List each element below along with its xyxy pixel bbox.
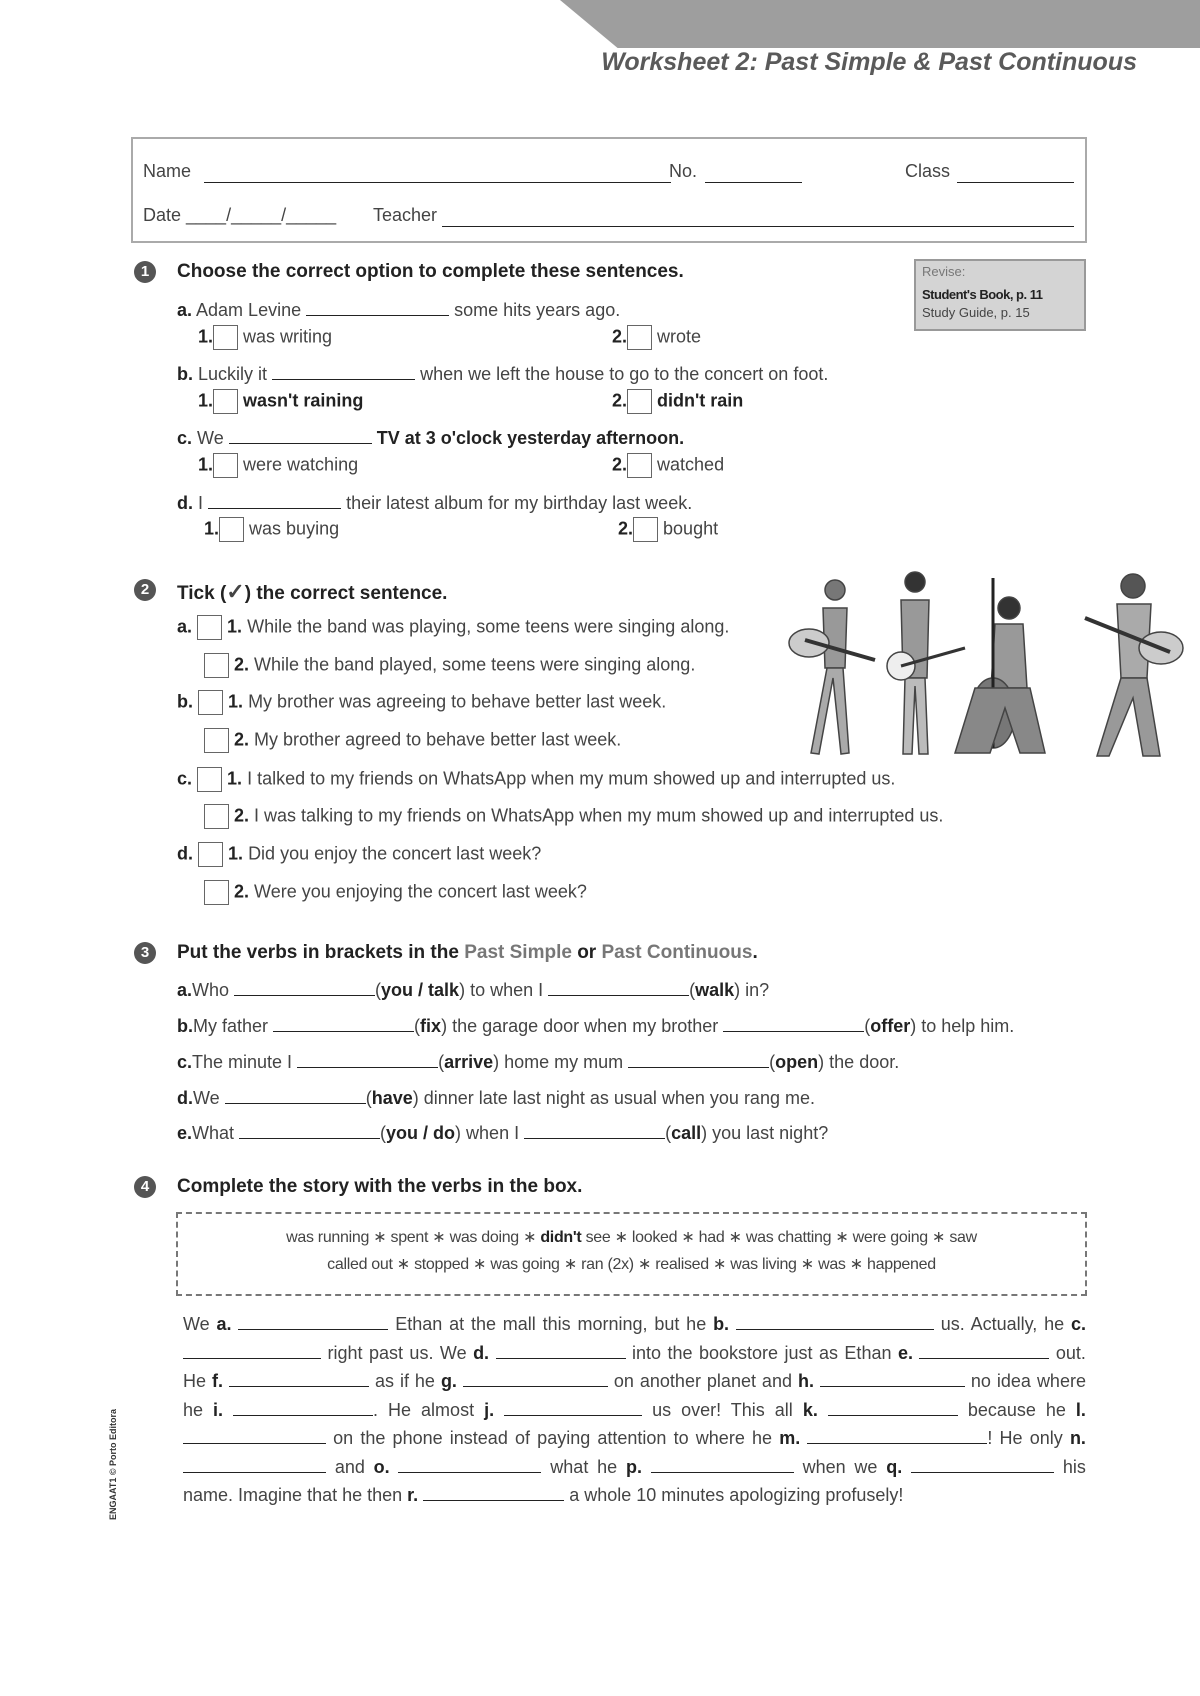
option-number: 2. [612,390,628,411]
instruction-text: ) the correct sentence. [244,583,448,604]
checkbox[interactable] [213,453,238,478]
verb-prompt: arrive [444,1052,494,1072]
item-text: to when I [470,980,544,1000]
checkbox[interactable] [213,389,238,414]
answer-blank[interactable] [238,1311,388,1330]
revise-study-guide: Study Guide, p. 15 [922,305,1030,320]
ex1-a-option-1 [198,325,332,350]
item-letter: a. [177,616,193,637]
option-number: 2. [234,729,250,750]
box-word: realised [655,1256,709,1273]
exercise-2-instruction [177,579,447,605]
answer-blank[interactable] [239,1120,380,1139]
ex3-item-c: c.The minute I (arrive) home my mum (open) the door. [177,1049,899,1073]
answer-blank[interactable] [398,1454,541,1473]
item-letter: a. [177,300,193,320]
box-word: was doing [449,1229,519,1246]
option-number: 1. [228,843,244,864]
word-separator: ∗ [518,1229,541,1246]
box-word: called out [327,1256,393,1273]
option-text: watched [657,454,725,475]
verb-word-box [176,1212,1087,1296]
option-number: 1. [198,326,214,347]
item-text: you last night? [712,1123,829,1143]
ex1-b-option-1 [198,389,363,414]
box-word: happened [867,1256,936,1273]
ex3-item-b: b.My father (fix) the garage door when my brother (offer) to help him. [177,1013,1014,1037]
option-number: 1. [228,691,244,712]
answer-blank[interactable] [820,1368,965,1387]
ex1-c-option-2 [612,453,724,478]
item-letter: c. [177,1052,193,1072]
sentence-text: I talked to my friends on WhatsApp when my mum showed up and interrupted us. [247,768,896,789]
item-text: some hits years ago. [454,300,621,320]
number-label: No. [669,161,698,181]
header-corner-band [560,0,1200,48]
item-letter: d. [177,843,193,864]
word-separator: ∗ [927,1229,950,1246]
exercise-1-instruction: Choose the correct option to complete these sentences. [177,261,684,282]
tense-label: Past Simple [464,942,572,963]
item-letter: d. [177,1088,193,1108]
item-text: when we left the house to go to the concert on foot. [420,364,829,384]
guitarist-figure [1085,574,1183,756]
item-text: Luckily it [198,364,268,384]
verb-prompt: you / talk [381,980,460,1000]
word-separator: ∗ [677,1229,699,1246]
item-letter: a. [177,980,193,1000]
revise-label: Revise: [922,264,966,279]
box-word: stopped [414,1256,469,1273]
ex2-c-sentence-1 [177,767,895,792]
date-label[interactable]: Date ____/_____/_____ [143,205,337,225]
teacher-field[interactable] [442,225,1074,227]
sentence-text: Were you enjoying the concert last week? [254,881,587,902]
checkbox[interactable] [197,615,222,640]
option-number: 1. [198,454,214,475]
ex2-a-sentence-2 [204,653,695,678]
option-text: were watching [243,454,359,475]
answer-blank[interactable] [233,1397,373,1416]
option-number: 2. [618,518,634,539]
checkbox[interactable] [219,517,244,542]
answer-blank[interactable] [911,1454,1054,1473]
copyright-code: ENGAAT1 © Porto Editora [108,1409,118,1520]
sentence-text: Did you enjoy the concert last week? [248,843,542,864]
option-text: was writing [243,326,333,347]
item-text: My father [193,1016,269,1036]
ex1-item-c [177,425,684,449]
box-word: was living [730,1256,797,1273]
box-word: were going [852,1229,928,1246]
word-box-line-2 [178,1254,1085,1274]
word-separator: ∗ [392,1256,415,1273]
item-text: to help him. [921,1016,1015,1036]
ex1-b-option-2 [612,389,743,414]
word-separator: ∗ [633,1256,656,1273]
box-word: saw [949,1229,977,1246]
item-text: the door. [829,1052,900,1072]
item-text: TV at 3 o'clock yesterday afternoon. [376,428,685,448]
ex2-d-sentence-1 [177,842,541,867]
revise-box [914,259,1086,331]
box-word: had [698,1229,725,1246]
sentence-text: While the band played, some teens were singing along. [254,654,696,675]
item-letter: b. [177,364,193,384]
option-number: 1. [227,768,243,789]
instruction-text: Put the verbs in brackets in the [177,942,459,963]
answer-blank[interactable] [723,1013,864,1032]
box-word: was going [490,1256,560,1273]
ex2-c-sentence-2 [204,804,943,829]
option-text: was buying [249,518,340,539]
instruction-text: . [752,942,758,963]
option-number: 1. [227,616,243,637]
box-word: looked [631,1229,678,1246]
guitarist-figure [789,580,875,754]
ex2-b-sentence-2 [204,728,621,753]
class-label: Class [905,161,951,181]
checkbox[interactable] [198,690,223,715]
sentence-text: While the band was playing, some teens were singing along. [247,616,730,637]
tense-label: Past Continuous [601,942,753,963]
item-letter: b. [177,1016,193,1036]
item-text: the garage door when my brother [452,1016,719,1036]
instruction-text: Tick ( [177,583,227,604]
band-illustration [775,568,1195,763]
answer-blank[interactable] [496,1340,626,1359]
verb-prompt: open [775,1052,819,1072]
box-word: was [818,1256,846,1273]
word-box-line-1 [178,1227,1085,1247]
answer-blank[interactable] [234,977,375,996]
ex2-d-sentence-2 [204,880,587,905]
item-letter: d. [177,493,193,513]
name-label: Name [143,161,192,181]
ex1-item-d [177,490,692,514]
box-word: was chatting [745,1229,832,1246]
teacher-label: Teacher [373,205,438,225]
word-separator: ∗ [369,1229,391,1246]
answer-blank[interactable] [423,1482,564,1501]
answer-blank[interactable] [297,1049,438,1068]
ex3-item-d: d.We (have) dinner late last night as usual when you rang me. [177,1085,815,1109]
answer-blank[interactable] [229,425,372,444]
item-text: when I [466,1123,520,1143]
word-separator: ∗ [559,1256,582,1273]
option-text: wrote [657,326,702,347]
word-separator: ∗ [831,1229,853,1246]
ex1-item-a [177,297,620,321]
answer-blank[interactable] [225,1085,366,1104]
exercise-3-instruction [177,942,758,964]
checkbox[interactable] [633,517,658,542]
option-text: bought [663,518,719,539]
option-number: 2. [234,654,250,675]
ex1-item-b [177,361,828,385]
item-text: Adam Levine [196,300,302,320]
checkbox[interactable] [198,842,223,867]
exercise-2-number: 2 [134,579,156,601]
ex3-item-e: e.What (you / do) when I (call) you last night? [177,1120,828,1144]
answer-blank[interactable] [183,1425,326,1444]
checkbox[interactable] [204,728,229,753]
ex1-a-option-2 [612,325,701,350]
ex1-d-option-2 [618,517,718,542]
answer-blank[interactable] [736,1311,934,1330]
answer-blank[interactable] [183,1340,321,1359]
word-separator: ∗ [610,1229,632,1246]
ex2-b-sentence-1 [177,690,666,715]
verb-prompt: call [671,1123,702,1143]
exercise-4-number: 4 [134,1176,156,1198]
student-info-box [131,137,1087,243]
checkbox[interactable] [204,653,229,678]
exercise-4-instruction: Complete the story with the verbs in the box. [177,1176,583,1197]
item-text: in? [745,980,770,1000]
option-number: 2. [612,326,628,347]
answer-blank[interactable] [524,1120,665,1139]
number-field[interactable] [705,181,802,183]
box-word: spent [390,1229,429,1246]
box-word: see [585,1229,611,1246]
sentence-text: My brother was agreeing to behave better last week. [248,691,667,712]
checkbox[interactable] [213,325,238,350]
cellist-figure [955,578,1045,753]
word-separator: ∗ [428,1229,450,1246]
item-text: home my mum [504,1052,624,1072]
box-word: was running [286,1229,370,1246]
instruction-text: or [577,942,597,963]
ex3-item-a: a.Who (you / talk) to when I (walk) in? [177,977,769,1001]
item-text: What [192,1123,235,1143]
answer-blank[interactable] [919,1340,1049,1359]
verb-prompt: fix [420,1016,442,1036]
exercise-1-number: 1 [134,261,156,283]
word-separator: ∗ [796,1256,819,1273]
box-word: (2x) [607,1256,634,1273]
ex2-a-sentence-1 [177,615,729,640]
answer-blank[interactable] [208,490,341,509]
class-field[interactable] [957,181,1074,183]
option-number: 2. [234,805,250,826]
sentence-text: I was talking to my friends on WhatsApp when my mum showed up and interrupted us. [254,805,944,826]
ex1-d-option-1 [204,517,339,542]
answer-blank[interactable] [229,1368,369,1387]
option-number: 2. [612,454,628,475]
option-text: wasn't raining [243,390,364,411]
checkbox[interactable] [627,453,652,478]
item-text: I [198,493,204,513]
word-separator: ∗ [468,1256,491,1273]
box-word: didn't [540,1229,582,1246]
answer-blank[interactable] [183,1454,326,1473]
option-number: 1. [198,390,214,411]
item-letter: e. [177,1123,193,1143]
answer-blank[interactable] [651,1454,794,1473]
answer-blank[interactable] [828,1397,958,1416]
checkbox[interactable] [204,880,229,905]
tick-icon: ✓ [226,579,245,604]
sentence-text: My brother agreed to behave better last week. [254,729,622,750]
answer-blank[interactable] [306,297,449,316]
item-letter: c. [177,428,193,448]
banjo-player-figure [887,572,965,754]
word-separator: ∗ [708,1256,731,1273]
answer-blank[interactable] [504,1397,642,1416]
item-letter: c. [177,768,193,789]
item-text: their latest album for my birthday last week. [346,493,693,513]
exercise-3-number: 3 [134,942,156,964]
answer-blank[interactable] [273,1013,414,1032]
item-letter: b. [177,691,193,712]
answer-blank[interactable] [272,361,415,380]
story-text: We a. Ethan at the mall this morning, but he b. us. Actually, he c. right past us. We d. into the bookstore just as Ethan e. out. He f. as if he g. on another planet and h. no idea where he i. . He almost j. us over! This all k. because he l. on the phone instead of paying attention to where he m. ! He only n. and o. what he p. when we q. his name. Imagine that he then r. a whole 10 minutes apologizing profusely! [183,1310,1086,1510]
checkbox[interactable] [627,325,652,350]
checkbox[interactable] [627,389,652,414]
worksheet-title: Worksheet 2: Past Simple & Past Continuous [601,48,1137,76]
word-separator: ∗ [845,1256,868,1273]
box-word: ran [581,1256,604,1273]
item-text: We [193,1088,220,1108]
option-number: 1. [204,518,220,539]
answer-blank[interactable] [463,1368,608,1387]
checkbox[interactable] [204,804,229,829]
item-text: dinner late last night as usual when you rang me. [423,1088,815,1108]
answer-blank[interactable] [628,1049,769,1068]
verb-prompt: you / do [386,1123,456,1143]
checkbox[interactable] [197,767,222,792]
option-text: didn't rain [657,390,744,411]
option-number: 2. [234,881,250,902]
revise-students-book: Student's Book, p. 11 [922,287,1043,302]
verb-prompt: have [371,1088,413,1108]
item-text: Who [192,980,230,1000]
item-text: We [197,428,224,448]
verb-prompt: offer [870,1016,911,1036]
verb-prompt: walk [695,980,735,1000]
answer-blank[interactable] [548,977,689,996]
name-field[interactable] [204,181,671,183]
ex1-c-option-1 [198,453,358,478]
item-text: The minute I [192,1052,293,1072]
answer-blank[interactable] [807,1425,987,1444]
word-separator: ∗ [724,1229,746,1246]
